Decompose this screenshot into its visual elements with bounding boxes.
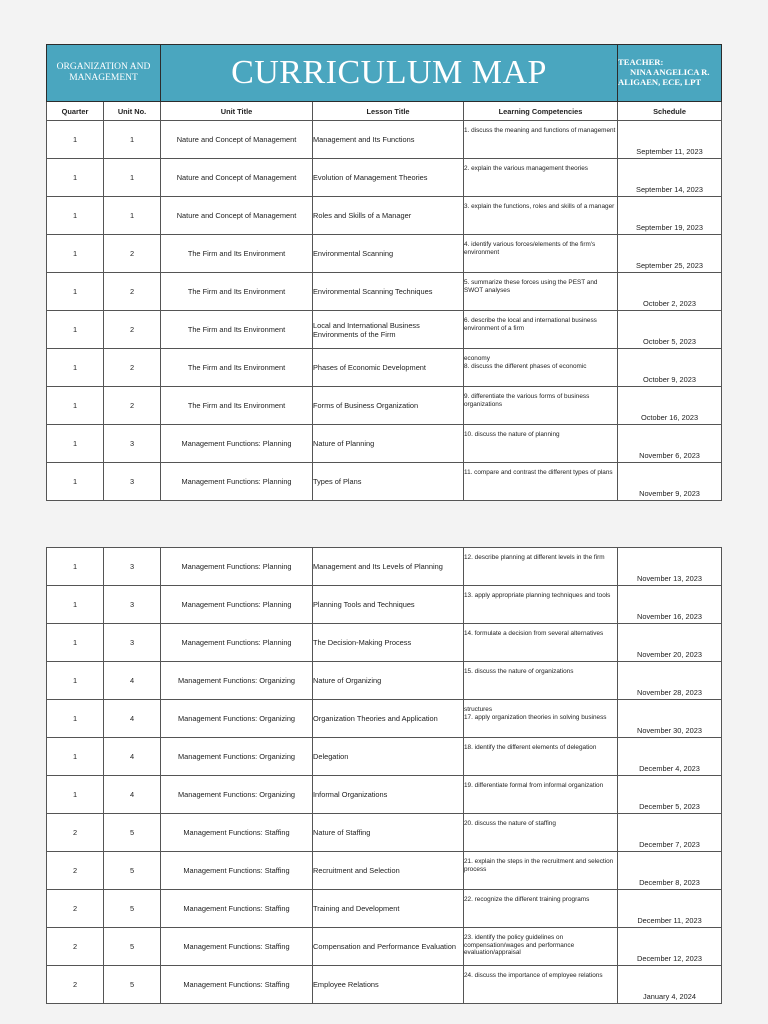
competency-cell: 9. differentiate the various forms of business organizations: [464, 387, 618, 425]
schedule-cell: December 8, 2023: [618, 852, 722, 890]
column-header-quarter: Quarter: [47, 102, 104, 121]
unit-title-cell: Management Functions: Staffing: [161, 928, 313, 966]
header-banner: [47, 45, 722, 102]
unit-title-cell: Management Functions: Planning: [161, 548, 313, 586]
quarter-cell: 1: [47, 662, 104, 700]
competency-cell: 12. describe planning at different levels in the firm: [464, 548, 618, 586]
quarter-cell: 2: [47, 814, 104, 852]
quarter-cell: 1: [47, 235, 104, 273]
unit-title-cell: The Firm and Its Environment: [161, 235, 313, 273]
competency-cell: economy 8. discuss the different phases of economic: [464, 349, 618, 387]
schedule-cell: November 28, 2023: [618, 662, 722, 700]
unit-title-cell: Management Functions: Staffing: [161, 890, 313, 928]
schedule-cell: December 12, 2023: [618, 928, 722, 966]
schedule-cell: December 4, 2023: [618, 738, 722, 776]
quarter-cell: 1: [47, 273, 104, 311]
lesson-title-cell: Employee Relations: [313, 966, 464, 1004]
table-row: [47, 349, 722, 387]
unit-no-cell: 1: [104, 121, 161, 159]
unit-no-cell: 4: [104, 662, 161, 700]
quarter-cell: 2: [47, 966, 104, 1004]
schedule-cell: November 20, 2023: [618, 624, 722, 662]
org-line-1: ORGANIZATION AND: [56, 62, 151, 72]
unit-title-cell: Nature and Concept of Management: [161, 121, 313, 159]
lesson-title-cell: Training and Development: [313, 890, 464, 928]
unit-no-cell: 1: [104, 197, 161, 235]
quarter-cell: 1: [47, 387, 104, 425]
unit-no-cell: 2: [104, 349, 161, 387]
table-row: [47, 928, 722, 966]
competency-cell: 4. identify various forces/elements of the firm's environment: [464, 235, 618, 273]
unit-no-cell: 2: [104, 311, 161, 349]
competency-cell: 11. compare and contrast the different types of plans: [464, 463, 618, 501]
unit-title-cell: The Firm and Its Environment: [161, 273, 313, 311]
table-row: [47, 700, 722, 738]
teacher-name: NINA ANGELICA R.: [630, 67, 710, 77]
table-row: [47, 814, 722, 852]
table-row: [47, 662, 722, 700]
table-row: [47, 311, 722, 349]
unit-no-cell: 4: [104, 700, 161, 738]
unit-title-cell: Management Functions: Organizing: [161, 738, 313, 776]
table-row: [47, 776, 722, 814]
table-row: [47, 586, 722, 624]
table-row: [47, 624, 722, 662]
lesson-title-cell: Local and International Business Environments of the Firm: [313, 311, 464, 349]
lesson-title-cell: Informal Organizations: [313, 776, 464, 814]
schedule-cell: September 25, 2023: [618, 235, 722, 273]
organization-title: [47, 45, 161, 102]
schedule-cell: December 11, 2023: [618, 890, 722, 928]
lesson-title-cell: Phases of Economic Development: [313, 349, 464, 387]
quarter-cell: 2: [47, 928, 104, 966]
table-row: [47, 197, 722, 235]
unit-no-cell: 5: [104, 852, 161, 890]
competency-cell: 13. apply appropriate planning techniques and tools: [464, 586, 618, 624]
unit-title-cell: Nature and Concept of Management: [161, 159, 313, 197]
unit-title-cell: Management Functions: Planning: [161, 425, 313, 463]
unit-title-cell: Nature and Concept of Management: [161, 197, 313, 235]
quarter-cell: 1: [47, 425, 104, 463]
competency-cell: structures 17. apply organization theories in solving business: [464, 700, 618, 738]
lesson-title-cell: Forms of Business Organization: [313, 387, 464, 425]
lesson-title-cell: The Decision-Making Process: [313, 624, 464, 662]
unit-no-cell: 5: [104, 966, 161, 1004]
unit-no-cell: 3: [104, 548, 161, 586]
table-row: [47, 890, 722, 928]
page-title: CURRICULUM MAP: [161, 45, 618, 102]
schedule-cell: November 16, 2023: [618, 586, 722, 624]
lesson-title-cell: Delegation: [313, 738, 464, 776]
column-header-lesson-title: Lesson Title: [313, 102, 464, 121]
schedule-cell: October 2, 2023: [618, 273, 722, 311]
unit-no-cell: 3: [104, 425, 161, 463]
unit-title-cell: The Firm and Its Environment: [161, 349, 313, 387]
column-header-unit-no: Unit No.: [104, 102, 161, 121]
competency-cell: 15. discuss the nature of organizations: [464, 662, 618, 700]
curriculum-sheet-page-1: [46, 44, 721, 501]
competency-cell: 19. differentiate formal from informal organization: [464, 776, 618, 814]
table-row: [47, 852, 722, 890]
quarter-cell: 2: [47, 852, 104, 890]
competency-cell: 1. discuss the meaning and functions of management: [464, 121, 618, 159]
table-row: [47, 425, 722, 463]
table-row: [47, 463, 722, 501]
lesson-title-cell: Management and Its Levels of Planning: [313, 548, 464, 586]
quarter-cell: 1: [47, 776, 104, 814]
quarter-cell: 1: [47, 463, 104, 501]
competency-cell: 23. identify the policy guidelines on compensation/wages and performance evaluation/appraisal: [464, 928, 618, 966]
lesson-title-cell: Environmental Scanning: [313, 235, 464, 273]
quarter-cell: 1: [47, 311, 104, 349]
lesson-title-cell: Nature of Organizing: [313, 662, 464, 700]
unit-no-cell: 4: [104, 738, 161, 776]
lesson-title-cell: Roles and Skills of a Manager: [313, 197, 464, 235]
lesson-title-cell: Management and Its Functions: [313, 121, 464, 159]
column-header-competencies: Learning Competencies: [464, 102, 618, 121]
quarter-cell: 1: [47, 349, 104, 387]
unit-title-cell: Management Functions: Staffing: [161, 814, 313, 852]
quarter-cell: 1: [47, 548, 104, 586]
quarter-cell: 1: [47, 738, 104, 776]
schedule-cell: September 19, 2023: [618, 197, 722, 235]
unit-no-cell: 5: [104, 890, 161, 928]
lesson-title-cell: Organization Theories and Application: [313, 700, 464, 738]
curriculum-table-page-2: [46, 547, 722, 1004]
competency-cell: 6. describe the local and international business environment of a firm: [464, 311, 618, 349]
unit-title-cell: Management Functions: Staffing: [161, 852, 313, 890]
unit-title-cell: The Firm and Its Environment: [161, 387, 313, 425]
lesson-title-cell: Environmental Scanning Techniques: [313, 273, 464, 311]
schedule-cell: January 4, 2024: [618, 966, 722, 1004]
unit-no-cell: 4: [104, 776, 161, 814]
unit-no-cell: 2: [104, 235, 161, 273]
competency-cell: 22. recognize the different training programs: [464, 890, 618, 928]
competency-cell: 10. discuss the nature of planning: [464, 425, 618, 463]
schedule-cell: November 30, 2023: [618, 700, 722, 738]
schedule-cell: October 16, 2023: [618, 387, 722, 425]
table-row: [47, 387, 722, 425]
lesson-title-cell: Types of Plans: [313, 463, 464, 501]
quarter-cell: 1: [47, 159, 104, 197]
schedule-cell: September 11, 2023: [618, 121, 722, 159]
quarter-cell: 2: [47, 890, 104, 928]
table-row: [47, 235, 722, 273]
quarter-cell: 1: [47, 586, 104, 624]
teacher-label: TEACHER:: [618, 57, 664, 67]
table-row: [47, 273, 722, 311]
teacher-info: [618, 45, 722, 102]
competency-cell: 20. discuss the nature of staffing: [464, 814, 618, 852]
table-row: [47, 966, 722, 1004]
unit-no-cell: 1: [104, 159, 161, 197]
lesson-title-cell: Recruitment and Selection: [313, 852, 464, 890]
lesson-title-cell: Nature of Staffing: [313, 814, 464, 852]
schedule-cell: December 7, 2023: [618, 814, 722, 852]
lesson-title-cell: Planning Tools and Techniques: [313, 586, 464, 624]
unit-title-cell: Management Functions: Planning: [161, 463, 313, 501]
quarter-cell: 1: [47, 197, 104, 235]
unit-no-cell: 5: [104, 928, 161, 966]
unit-title-cell: The Firm and Its Environment: [161, 311, 313, 349]
curriculum-table-page-1: [46, 44, 722, 501]
unit-title-cell: Management Functions: Organizing: [161, 662, 313, 700]
schedule-cell: November 9, 2023: [618, 463, 722, 501]
quarter-cell: 1: [47, 121, 104, 159]
column-header-unit-title: Unit Title: [161, 102, 313, 121]
table-row: [47, 738, 722, 776]
unit-no-cell: 2: [104, 387, 161, 425]
unit-title-cell: Management Functions: Organizing: [161, 776, 313, 814]
unit-title-cell: Management Functions: Planning: [161, 624, 313, 662]
unit-title-cell: Management Functions: Planning: [161, 586, 313, 624]
quarter-cell: 1: [47, 700, 104, 738]
column-header-row: [47, 102, 722, 121]
schedule-cell: October 5, 2023: [618, 311, 722, 349]
unit-no-cell: 3: [104, 624, 161, 662]
competency-cell: 18. identify the different elements of delegation: [464, 738, 618, 776]
competency-cell: 2. explain the various management theories: [464, 159, 618, 197]
unit-no-cell: 5: [104, 814, 161, 852]
table-row: [47, 121, 722, 159]
schedule-cell: October 9, 2023: [618, 349, 722, 387]
schedule-cell: December 5, 2023: [618, 776, 722, 814]
lesson-title-cell: Nature of Planning: [313, 425, 464, 463]
lesson-title-cell: Compensation and Performance Evaluation: [313, 928, 464, 966]
schedule-cell: November 6, 2023: [618, 425, 722, 463]
schedule-cell: November 13, 2023: [618, 548, 722, 586]
schedule-cell: September 14, 2023: [618, 159, 722, 197]
unit-title-cell: Management Functions: Staffing: [161, 966, 313, 1004]
teacher-credentials: ALIGAEN, ECE, LPT: [618, 77, 702, 87]
org-line-2: MANAGEMENT: [69, 73, 138, 83]
unit-no-cell: 3: [104, 463, 161, 501]
table-row: [47, 159, 722, 197]
competency-cell: 5. summarize these forces using the PEST and SWOT analyses: [464, 273, 618, 311]
unit-no-cell: 2: [104, 273, 161, 311]
unit-title-cell: Management Functions: Organizing: [161, 700, 313, 738]
curriculum-sheet-page-2: [46, 547, 721, 1004]
quarter-cell: 1: [47, 624, 104, 662]
column-header-schedule: Schedule: [618, 102, 722, 121]
unit-no-cell: 3: [104, 586, 161, 624]
lesson-title-cell: Evolution of Management Theories: [313, 159, 464, 197]
competency-cell: 24. discuss the importance of employee relations: [464, 966, 618, 1004]
competency-cell: 14. formulate a decision from several alternatives: [464, 624, 618, 662]
competency-cell: 21. explain the steps in the recruitment and selection process: [464, 852, 618, 890]
competency-cell: 3. explain the functions, roles and skills of a manager: [464, 197, 618, 235]
table-row: [47, 548, 722, 586]
